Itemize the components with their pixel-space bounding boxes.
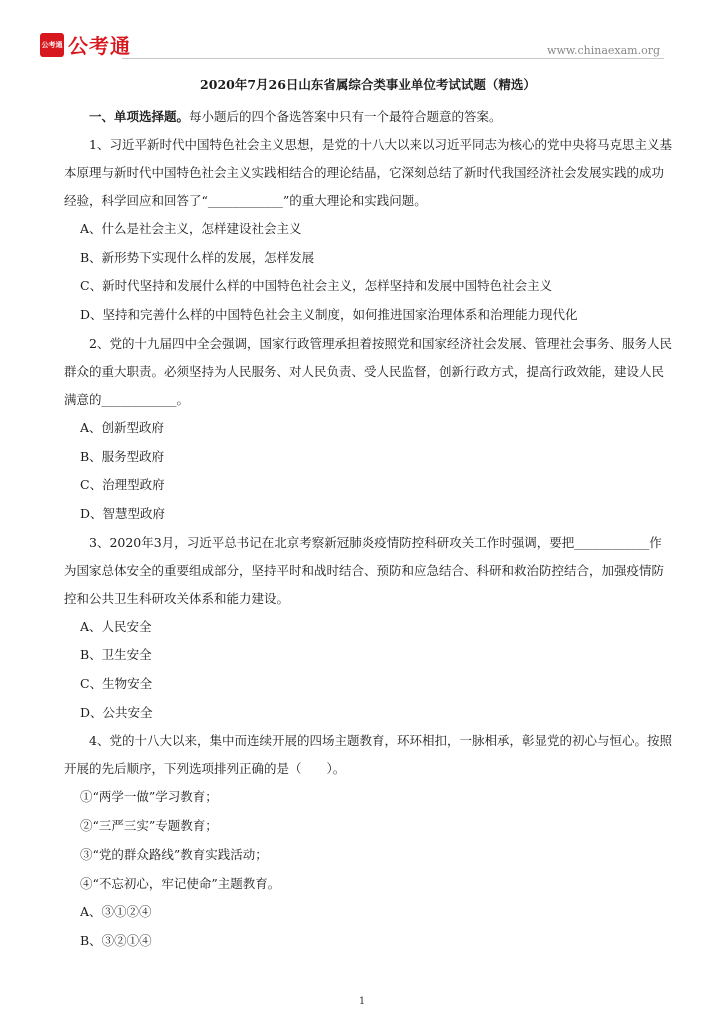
- question-2-stem: 2、党的十九届四中全会强调，国家行政管理承担着按照党和国家经济社会发展、管理社会事务、服务人民群众的重大职责。必须坚持为人民服务、对人民负责、受人民监督，创新行政方式，提高行政效能，建设人民满意的____________。: [64, 335, 672, 407]
- brand-logo[interactable]: [40, 30, 131, 59]
- question-3-option-a: A、人民安全: [80, 618, 152, 634]
- question-3-option-c: C、生物安全: [80, 676, 153, 692]
- page-header: [40, 30, 664, 60]
- question-2-option-a: A、创新型政府: [80, 419, 165, 435]
- question-1-option-c: C、新时代坚持和发展什么样的中国特色社会主义，怎样坚持和发展中国特色社会主义: [80, 278, 553, 294]
- section-label: 一、单项选择题。: [89, 109, 190, 124]
- question-1-option-d: D、坚持和完善什么样的中国特色社会主义制度，如何推进国家治理体系和治理能力现代化: [80, 307, 578, 323]
- question-2-option-c: C、治理型政府: [80, 477, 165, 493]
- document-title: 2020年7月26日山东省属综合类事业单位考试试题（精选）: [200, 77, 536, 92]
- question-4-item-1: ①“两学一做”学习教育；: [80, 789, 218, 805]
- header-divider: [122, 58, 664, 59]
- logo-text: 公考通: [68, 34, 131, 58]
- question-4-item-4: ④“不忘初心，牢记使命”主题教育。: [80, 875, 281, 891]
- question-3-option-d: D、公共安全: [80, 704, 153, 720]
- question-1-option-a: A、什么是社会主义，怎样建设社会主义: [80, 221, 302, 236]
- question-3-option-b: B、卫生安全: [80, 647, 152, 663]
- question-2-option-d: D、智慧型政府: [80, 505, 166, 521]
- section-heading: [64, 103, 672, 131]
- section-description: 每小题后的四个备选答案中只有一个最符合题意的答案。: [189, 109, 502, 124]
- page-number: 1: [358, 996, 366, 1007]
- question-4-stem: 4、党的十八大以来，集中而连续开展的四场主题教育，环环相扣，一脉相承，彰显党的初心与恒心。按照开展的先后顺序，下列选项排列正确的是（ ）。: [64, 733, 672, 777]
- question-4-item-2: ②“三严三实”专题教育；: [80, 818, 218, 834]
- question-1-option-b: B、新形势下实现什么样的发展，怎样发展: [80, 249, 315, 265]
- question-4-option-a: A、③①②④: [80, 904, 152, 920]
- question-1-stem: 1、习近平新时代中国特色社会主义思想，是党的十八大以来以习近平同志为核心的党中央将马克思主义基本原理与新时代中国特色社会主义实践相结合的理论结晶，它深刻总结了新时代我国经济社会发展实践的成功经验，科学回应和回答了“____________”的重大理论和实践问题。: [64, 137, 672, 208]
- logo-badge-icon: 公考通: [40, 33, 64, 57]
- question-4-option-b: B、③②①④: [80, 932, 152, 948]
- question-3-stem: 3、2020年3月，习近平总书记在北京考察新冠肺炎疫情防控科研攻关工作时强调，要把____________作为国家总体安全的重要组成部分，坚持平时和战时结合、预防和应急结合、科研和救治防控结合，加强疫情防控和公共卫生科研攻关体系和能力建设。: [64, 534, 665, 606]
- question-4-item-3: ③“党的群众路线”教育实践活动；: [80, 846, 268, 862]
- question-2-option-b: B、服务型政府: [80, 448, 165, 464]
- document-body: [64, 75, 672, 956]
- site-url-link[interactable]: www.chinaexam.org: [547, 44, 660, 57]
